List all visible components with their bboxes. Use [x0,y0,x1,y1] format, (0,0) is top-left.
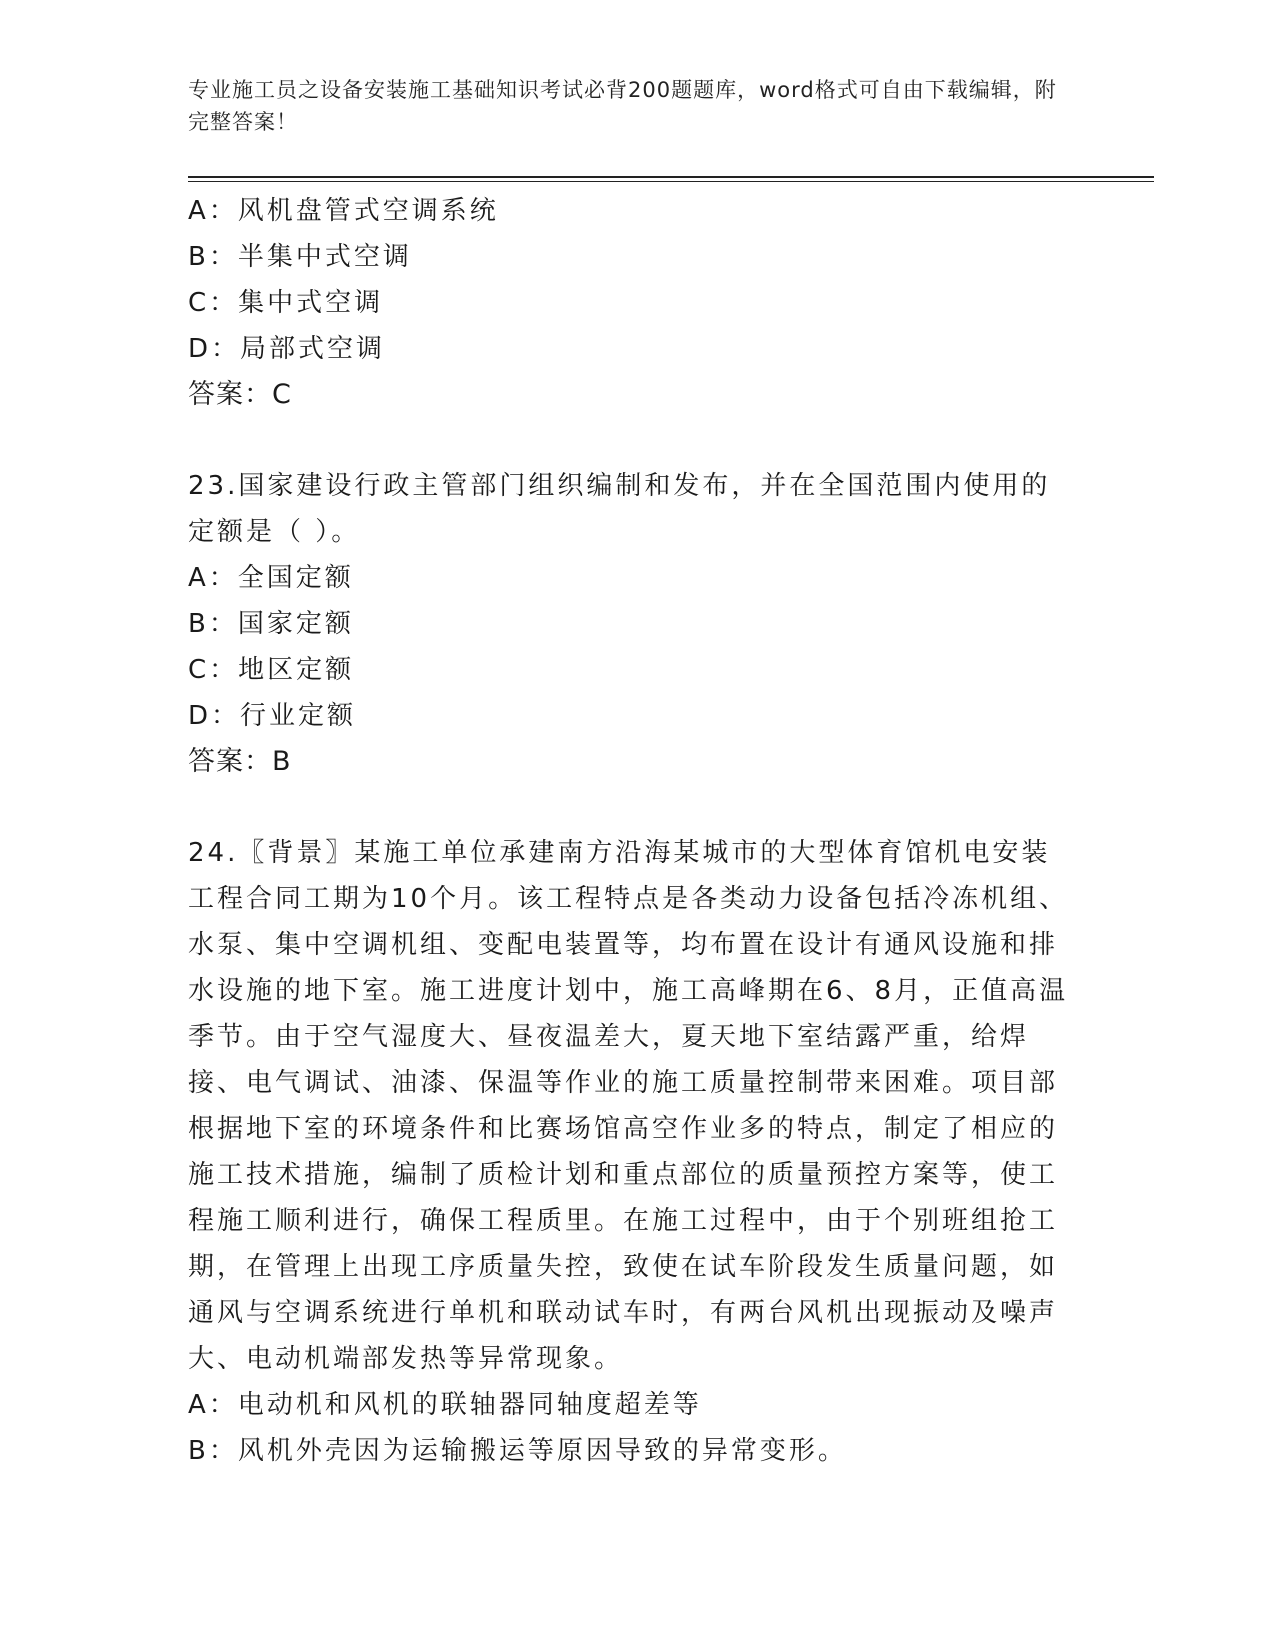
header-divider-thick [188,176,1154,178]
option-a: A：电动机和风机的联轴器同轴度超差等 [188,1390,702,1420]
header-divider-thin [188,181,1154,182]
option-d: D：局部式空调 [188,334,386,364]
question-text: 23.国家建设行政主管部门组织编制和发布，并在全国范围内使用的定额是（ ）。 [188,471,1051,547]
answer: 答案：B [188,746,292,777]
answer: 答案：C [188,379,292,410]
document-body [188,188,1078,1474]
question-text: 24.〖背景〗某施工单位承建南方沿海某城市的大型体育馆机电安装工程合同工期为10个月。该工程特点是各类动力设备包括冷冻机组、水泵、集中空调机组、变配电装置等，均布置在设计有通风设施和排水设施的地下室。施工进度计划中，施工高峰期在6、8月，正值高温季节。由于空气湿度大、昼夜温差大，夏天地下室结露严重，给焊接、电气调试、油漆、保温等作业的施工质量控制带来困难。项目部根据地下室的环境条件和比赛场馆高空作业多的特点，制定了相应的施工技术措施，编制了质检计划和重点部位的质量预控方案等，使工程施工顺利进行，确保工程质里。在施工过程中，由于个别班组抢工期，在管理上出现工序质量失控，致使在试车阶段发生质量问题，如通风与空调系统进行单机和联动试车时，有两台风机出现振动及噪声大、电动机端部发热等异常现象。 [188,838,1069,1374]
option-d: D：行业定额 [188,701,357,731]
spacer [188,418,1078,463]
question-23 [188,463,1078,785]
question-24 [188,830,1078,1474]
question-22 [188,188,1078,418]
document-header: 专业施工员之设备安装施工基础知识考试必背200题题库，word格式可自由下载编辑，附完整答案！ [188,78,1057,134]
spacer [188,785,1078,830]
option-b: B：风机外壳因为运输搬运等原因导致的异常变形。 [188,1436,847,1466]
option-c: C：集中式空调 [188,288,384,318]
option-a: A：全国定额 [188,563,354,593]
option-b: B：半集中式空调 [188,242,412,272]
option-a: A：风机盘管式空调系统 [188,196,499,226]
option-b: B：国家定额 [188,609,354,639]
option-c: C：地区定额 [188,655,355,685]
